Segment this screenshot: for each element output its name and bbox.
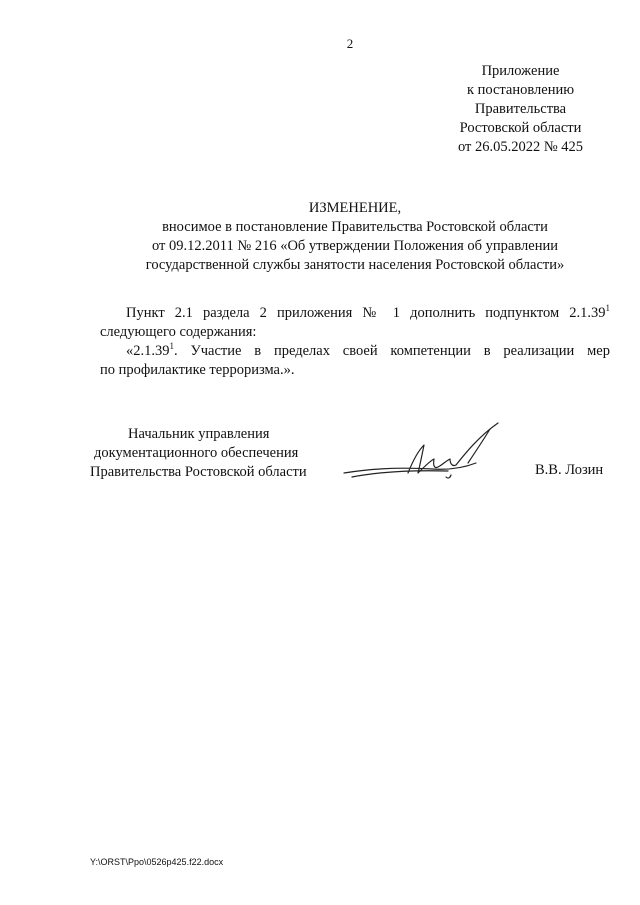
paragraph-text: «2.1.39	[126, 343, 170, 359]
appendix-line: Приложение	[481, 63, 560, 79]
handwritten-signature	[338, 415, 513, 490]
appendix-line: Ростовской области	[459, 120, 582, 136]
appendix-line: от 26.05.2022 № 425	[457, 139, 584, 155]
signer-line: Правительства Ростовской области	[90, 464, 307, 480]
page-number: 2	[346, 36, 354, 51]
paragraph-1-line-1	[100, 304, 610, 323]
paragraph-2-line-2: по профилактике терроризма.».	[100, 362, 295, 378]
document-body	[100, 304, 610, 380]
appendix-line: к постановлению	[466, 82, 575, 98]
paragraph-1-line-2: следующего содержания:	[100, 324, 257, 340]
title-line: государственной службы занятости населения Ростовской области»	[145, 257, 565, 273]
title-line: вносимое в постановление Правительства Ростовской области	[162, 219, 548, 235]
paragraph-2-line-1	[100, 342, 610, 361]
title-line: от 09.12.2011 № 216 «Об утверждении Положения об управлении	[152, 238, 558, 254]
signer-position	[90, 425, 307, 482]
superscript: 1	[605, 303, 610, 313]
signer-line: документационного обеспечения	[94, 445, 299, 461]
paragraph-text: . Участие в пределах своей компетенции в реализации мер	[174, 343, 610, 359]
title-heading: ИЗМЕНЕНИЕ,	[308, 200, 402, 216]
paragraph-text: Пункт 2.1 раздела 2 приложения № 1 дополнить подпунктом 2.1.39	[126, 305, 606, 321]
appendix-block	[440, 62, 601, 157]
appendix-line: Правительства	[474, 101, 567, 117]
superscript: 1	[169, 341, 174, 351]
signer-name: В.В. Лозин	[535, 462, 604, 478]
signer-line: Начальник управления	[128, 426, 270, 442]
document-title	[100, 199, 610, 275]
file-path-footer: Y:\ORST\Ppo\0526p425.f22.docx	[90, 857, 224, 867]
